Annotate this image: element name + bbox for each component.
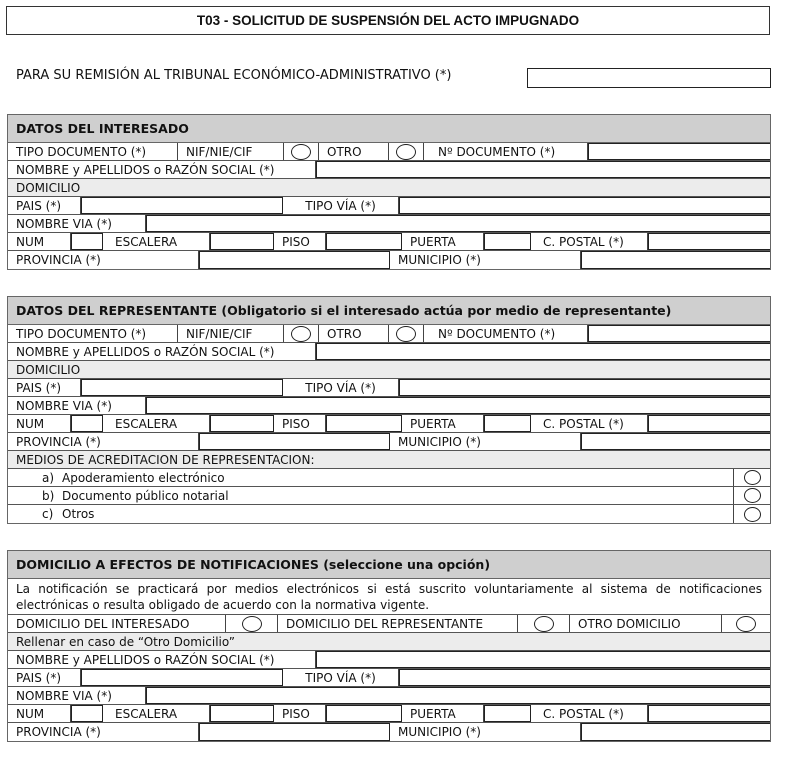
rellenar-label: Rellenar en caso de “Otro Domicilio” (16, 634, 236, 649)
nombre-row (8, 161, 770, 179)
escalera-label: ESCALERA (103, 415, 210, 432)
tipo-documento-label: TIPO DOCUMENTO (*) (8, 325, 178, 342)
cpostal-input[interactable] (648, 705, 770, 722)
num-documento-input[interactable] (588, 143, 770, 160)
tipo-via-input[interactable] (399, 669, 770, 686)
nombre-via-input[interactable] (146, 687, 770, 704)
num-documento-label: Nº DOCUMENTO (*) (424, 143, 588, 160)
tipo-via-label: TIPO VÍA (*) (283, 197, 399, 214)
num-row (8, 415, 770, 433)
pais-input[interactable] (81, 669, 283, 686)
option-text: Apoderamiento electrónico (62, 470, 225, 485)
tipo-via-label: TIPO VÍA (*) (283, 379, 399, 396)
municipio-label: MUNICIPIO (*) (390, 251, 581, 269)
domicilio-label: DOMICILIO (16, 362, 81, 377)
piso-input[interactable] (326, 415, 402, 432)
escalera-input[interactable] (210, 415, 274, 432)
option-letter: a) (42, 470, 55, 485)
radio-circle-icon (396, 144, 416, 160)
radio-circle-icon (396, 326, 416, 342)
apoderamiento-radio[interactable] (734, 469, 770, 486)
form-title: T03 - SOLICITUD DE SUSPENSIÓN DEL ACTO IMPUGNADO (6, 6, 770, 35)
otro-label: OTRO (319, 143, 389, 160)
otro-label: OTRO (319, 325, 389, 342)
opt-interesado-label: DOMICILIO DEL INTERESADO (8, 615, 226, 632)
domicilio-label: DOMICILIO (16, 180, 81, 195)
num-input[interactable] (71, 415, 103, 432)
option-letter: c) (42, 507, 54, 521)
medios-row (8, 451, 770, 469)
tribunal-input[interactable] (527, 68, 771, 88)
radio-circle-icon (736, 616, 756, 632)
escalera-label: ESCALERA (103, 705, 210, 722)
nif-label: NIF/NIE/CIF (178, 325, 284, 342)
provincia-row (8, 251, 770, 269)
nombre-label: NOMBRE y APELLIDOS o RAZÓN SOCIAL (*) (8, 161, 316, 178)
provincia-label: PROVINCIA (*) (8, 251, 199, 269)
cpostal-input[interactable] (648, 233, 770, 250)
provincia-label: PROVINCIA (*) (8, 433, 199, 450)
pais-label: PAIS (*) (8, 379, 81, 396)
provincia-input[interactable] (199, 723, 390, 741)
domicilio-representante-radio[interactable] (518, 615, 570, 632)
domicilio-row (8, 179, 770, 197)
option-text: Documento público notarial (62, 488, 229, 503)
pais-label: PAIS (*) (8, 197, 81, 214)
medio-option-row (8, 487, 770, 505)
domicilio-interesado-radio[interactable] (226, 615, 278, 632)
radio-circle-icon (291, 326, 311, 342)
section-header: DATOS DEL REPRESENTANTE (Obligatorio si el interesado actúa por medio de representante) (8, 297, 770, 325)
nombre-via-input[interactable] (146, 397, 770, 414)
medio-option-label (8, 487, 734, 504)
num-label: NUM (8, 233, 71, 250)
opt-representante-label: DOMICILIO DEL REPRESENTANTE (278, 615, 518, 632)
radio-circle-icon (744, 488, 761, 503)
puerta-label: PUERTA (402, 233, 484, 250)
otro-radio[interactable] (389, 143, 424, 160)
num-input[interactable] (71, 233, 103, 250)
provincia-input[interactable] (199, 433, 390, 450)
num-documento-input[interactable] (588, 325, 770, 342)
nombre-label: NOMBRE y APELLIDOS o RAZÓN SOCIAL (*) (8, 651, 316, 668)
piso-label: PISO (274, 705, 326, 722)
tipo-via-input[interactable] (399, 379, 770, 396)
nombre-via-row (8, 687, 770, 705)
nombre-via-row (8, 215, 770, 233)
provincia-row (8, 433, 770, 451)
municipio-input[interactable] (581, 723, 770, 741)
option-letter: b) (42, 488, 55, 503)
option-text: Otros (62, 507, 95, 521)
escalera-label: ESCALERA (103, 233, 210, 250)
nombre-via-row (8, 397, 770, 415)
radio-circle-icon (744, 507, 761, 522)
nif-radio[interactable] (284, 143, 319, 160)
otro-domicilio-radio[interactable] (722, 615, 770, 632)
section-header: DOMICILIO A EFECTOS DE NOTIFICACIONES (seleccione una opción) (8, 551, 770, 579)
num-label: NUM (8, 705, 71, 722)
medio-option-label (8, 505, 734, 523)
pais-row (8, 197, 770, 215)
num-input[interactable] (71, 705, 103, 722)
notificacion-note: La notificación se practicará por medios electrónicos si está suscrito voluntariamente al sistema de notificaciones electrónicas o resulta obligado de acuerdo con la normativa vigente. (8, 579, 770, 615)
tipo-via-label: TIPO VÍA (*) (283, 669, 399, 686)
num-label: NUM (8, 415, 71, 432)
nombre-label: NOMBRE y APELLIDOS o RAZÓN SOCIAL (*) (8, 343, 316, 360)
nombre-via-label: NOMBRE VIA (*) (8, 215, 146, 232)
nombre-input[interactable] (316, 161, 770, 178)
section-notificaciones (7, 550, 771, 742)
puerta-input[interactable] (484, 705, 531, 722)
radio-circle-icon (291, 144, 311, 160)
nombre-via-input[interactable] (146, 215, 770, 232)
piso-label: PISO (274, 233, 326, 250)
num-row (8, 233, 770, 251)
num-row (8, 705, 770, 723)
tipo-documento-row (8, 325, 770, 343)
provincia-label: PROVINCIA (*) (8, 723, 199, 741)
tipo-documento-row (8, 143, 770, 161)
otro-radio[interactable] (389, 325, 424, 342)
remision-label: PARA SU REMISIÓN AL TRIBUNAL ECONÓMICO-ADMINISTRATIVO (*) (16, 68, 452, 83)
nombre-input[interactable] (316, 651, 770, 668)
domicilio-options-row (8, 615, 770, 633)
municipio-label: MUNICIPIO (*) (390, 433, 581, 450)
escalera-input[interactable] (210, 233, 274, 250)
nombre-input[interactable] (316, 343, 770, 360)
puerta-input[interactable] (484, 233, 531, 250)
nombre-row (8, 343, 770, 361)
tipo-documento-label: TIPO DOCUMENTO (*) (8, 143, 178, 160)
piso-input[interactable] (326, 233, 402, 250)
pais-input[interactable] (81, 379, 283, 396)
cpostal-label: C. POSTAL (*) (531, 233, 648, 250)
provincia-input[interactable] (199, 251, 390, 269)
section-header: DATOS DEL INTERESADO (8, 115, 770, 143)
puerta-label: PUERTA (402, 705, 484, 722)
tipo-via-input[interactable] (399, 197, 770, 214)
otros-radio[interactable] (734, 505, 770, 523)
nombre-row (8, 651, 770, 669)
medio-option-row (8, 469, 770, 487)
cpostal-input[interactable] (648, 415, 770, 432)
num-documento-label: Nº DOCUMENTO (*) (424, 325, 588, 342)
nif-radio[interactable] (284, 325, 319, 342)
cpostal-label: C. POSTAL (*) (531, 705, 648, 722)
opt-otro-label: OTRO DOMICILIO (570, 615, 722, 632)
nif-label: NIF/NIE/CIF (178, 143, 284, 160)
radio-circle-icon (242, 616, 262, 632)
pais-row (8, 379, 770, 397)
radio-circle-icon (744, 470, 761, 485)
municipio-input[interactable] (581, 251, 770, 269)
escalera-input[interactable] (210, 705, 274, 722)
rellenar-row (8, 633, 770, 651)
puerta-input[interactable] (484, 415, 531, 432)
medio-option-row (8, 505, 770, 523)
piso-label: PISO (274, 415, 326, 432)
cpostal-label: C. POSTAL (*) (531, 415, 648, 432)
documento-notarial-radio[interactable] (734, 487, 770, 504)
section-interesado (7, 114, 771, 270)
municipio-label: MUNICIPIO (*) (390, 723, 581, 741)
domicilio-row (8, 361, 770, 379)
provincia-row (8, 723, 770, 741)
medio-option-label (8, 469, 734, 486)
pais-row (8, 669, 770, 687)
piso-input[interactable] (326, 705, 402, 722)
nombre-via-label: NOMBRE VIA (*) (8, 397, 146, 414)
medios-label: MEDIOS DE ACREDITACION DE REPRESENTACION: (16, 452, 315, 467)
pais-input[interactable] (81, 197, 283, 214)
radio-circle-icon (534, 616, 554, 632)
pais-label: PAIS (*) (8, 669, 81, 686)
section-representante (7, 296, 771, 524)
municipio-input[interactable] (581, 433, 770, 450)
puerta-label: PUERTA (402, 415, 484, 432)
nombre-via-label: NOMBRE VIA (*) (8, 687, 146, 704)
